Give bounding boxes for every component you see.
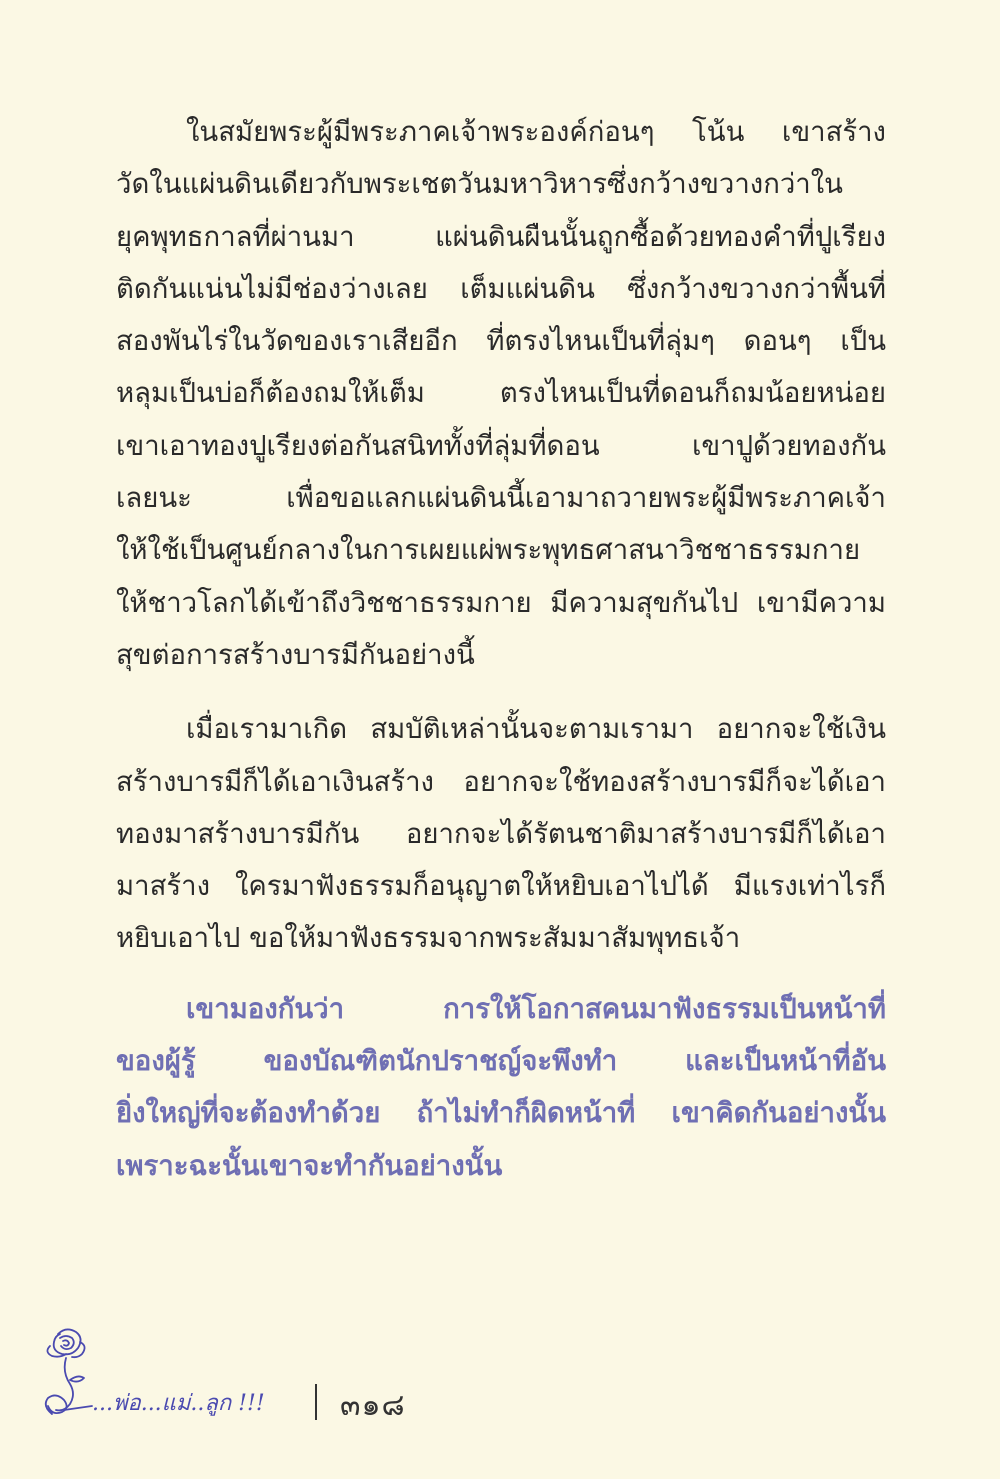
text-line: สุขต่อการสร้างบารมีกันอย่างนี้ [116, 638, 475, 671]
text-line: ของผู้รู้ ของบัณฑิตนักปราชญ์จะพึงทำ และเป็นหน้าที่อัน [116, 1045, 886, 1078]
text-line: เขามองกันว่า การให้โอกาสคนมาฟังธรรมเป็นหน้าที่ [186, 992, 886, 1025]
text-line: มาสร้าง ใครมาฟังธรรมก็อนุญาตให้หยิบเอาไปได้ มีแรงเท่าไรก็ [116, 870, 886, 903]
footer-separator [315, 1384, 317, 1420]
text-line: ยุคพุทธกาลที่ผ่านมา แผ่นดินผืนนั้นถูกซื้อด้วยทองคำที่ปูเรียง [116, 220, 886, 253]
paragraph-1 [116, 106, 886, 681]
text-line: สร้างบารมีก็ได้เอาเงินสร้าง อยากจะใช้ทองสร้างบารมีก็จะได้เอา [116, 765, 886, 798]
signature-text: ...พ่อ...แม่..ลูก !!! [92, 1391, 265, 1416]
text-line: ให้ใช้เป็นศูนย์กลางในการเผยแผ่พระพุทธศาสนาวิชชาธรรมกาย [116, 534, 861, 567]
text-line: หยิบเอาไป ขอให้มาฟังธรรมจากพระสัมมาสัมพุทธเจ้า [116, 922, 741, 955]
text-line: เพราะฉะนั้นเขาจะทำกันอย่างนั้น [116, 1149, 503, 1182]
paragraph-2 [116, 703, 886, 964]
highlighted-paragraph [116, 983, 886, 1192]
text-line: ในสมัยพระผู้มีพระภาคเจ้าพระองค์ก่อนๆ โน้น เขาสร้าง [186, 116, 886, 148]
page-number: ๓๑๘ [340, 1388, 406, 1423]
text-line: สองพันไร่ในวัดของเราเสียอีก ที่ตรงไหนเป็นที่ลุ่มๆ ดอนๆ เป็น [116, 325, 886, 358]
page-footer [30, 1322, 470, 1432]
text-line: หลุมเป็นบ่อก็ต้องถมให้เต็ม ตรงไหนเป็นที่ดอนก็ถมน้อยหน่อย [116, 377, 886, 410]
text-line: เลยนะ เพื่อขอแลกแผ่นดินนี้เอามาถวายพระผู้มีพระภาคเจ้า [116, 482, 886, 515]
text-line: เขาเอาทองปูเรียงต่อกันสนิททั้งที่ลุ่มที่ดอน เขาปูด้วยทองกัน [116, 429, 886, 462]
text-line: ยิ่งใหญ่ที่จะต้องทำด้วย ถ้าไม่ทำก็ผิดหน้าที่ เขาคิดกันอย่างนั้น [116, 1097, 886, 1130]
text-line: ติดกันแน่นไม่มีช่องว่างเลย เต็มแผ่นดิน ซึ่งกว้างขวางกว่าพื้นที่ [116, 272, 886, 305]
text-line: เมื่อเรามาเกิด สมบัติเหล่านั้นจะตามเรามา อยากจะใช้เงิน [186, 713, 886, 746]
page-content [116, 106, 886, 1192]
rose-signature-logo [30, 1322, 320, 1432]
text-line: ให้ชาวโลกได้เข้าถึงวิชชาธรรมกาย มีความสุขกันไป เขามีความ [116, 586, 886, 619]
text-line: วัดในแผ่นดินเดียวกับพระเชตวันมหาวิหารซึ่งกว้างขวางกว่าใน [116, 168, 843, 201]
text-line: ทองมาสร้างบารมีกัน อยากจะได้รัตนชาติมาสร้างบารมีก็ได้เอา [116, 817, 886, 850]
